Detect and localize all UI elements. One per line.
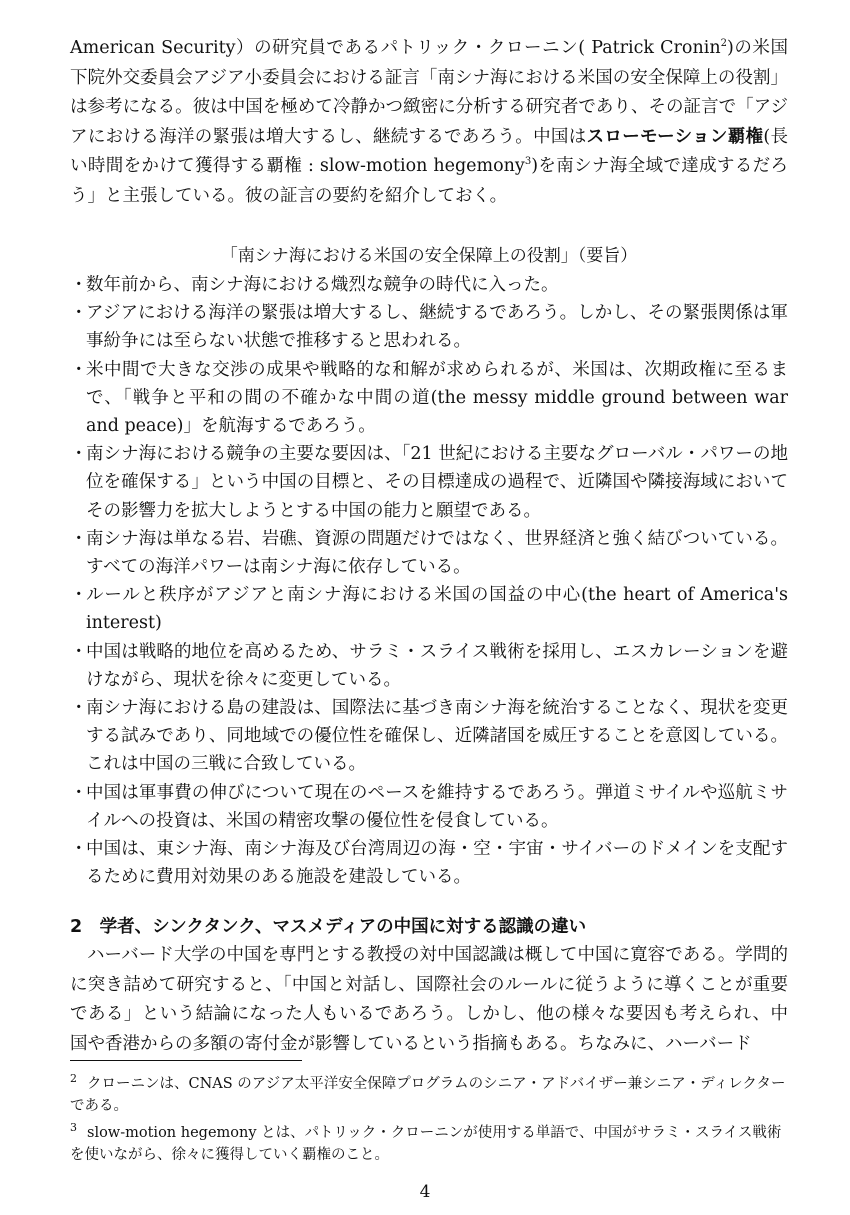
summary-point-text: 中国は、東シナ海、南シナ海及び台湾周辺の海・空・宇宙・サイバーのドメインを支配するために費用対効果のある施設を建設している。 xyxy=(86,839,788,888)
footnote-text: クローニンは、CNAS のアジア太平洋安全保障プログラムのシニア・アドバイザー兼シニア・ディレクターである。 xyxy=(70,1075,786,1114)
summary-list xyxy=(70,271,788,891)
section-body: ハーバード大学の中国を専門とする教授の対中国認識は概して中国に寛容である。学問的に突き詰めて研究すると、「中国と対話し、国際社会のルールに従うように導くことが重要である」という結論になった人もいるであろう。しかし、他の様々な要因も考えられ、中国や香港からの多額の寄付金が影響しているという指摘もある。ちなみに、ハーバード xyxy=(70,945,788,1054)
keyword-slow-motion-hegemony: スローモーション覇権 xyxy=(586,126,764,147)
section-heading: 2 学者、シンクタンク、マスメディアの中国に対する認識の違い xyxy=(70,917,587,938)
summary-point-text: ルールと秩序がアジアと南シナ海における米国の国益の中心(the heart of America's interest) xyxy=(86,585,788,634)
summary-point xyxy=(70,525,788,581)
bullet-mark: ・ xyxy=(70,698,88,719)
footnote-ref-2[interactable]: 2 xyxy=(720,38,727,50)
summary-point-text: 中国は戦略的地位を高めるため、サラミ・スライス戦術を採用し、エスカレーションを避けながら、現状を徐々に変更している。 xyxy=(86,641,788,690)
footnote-3 xyxy=(70,1117,788,1166)
bullet-mark: ・ xyxy=(70,303,88,324)
footnotes xyxy=(70,1068,788,1166)
intro-text-3: (長い時間をかけて獲得する覇権 : slow-motion hegemony xyxy=(70,126,789,176)
summary-point xyxy=(70,638,788,694)
summary-point-text: 中国は軍事費の伸びについて現在のペースを維持するであろう。弾道ミサイルや巡航ミサイルへの投資は、米国の精密攻撃の優位性を侵食している。 xyxy=(86,782,788,831)
footnote-text: slow-motion hegemony とは、パトリック・クローニンが使用する単語で、中国がサラミ・スライス戦術を使いながら、徐々に獲得していく覇権のこと。 xyxy=(70,1124,782,1163)
summary-point-text: 南シナ海における島の建設は、国際法に基づき南シナ海を統治することなく、現状を変更する試みであり、同地域での優位性を確保し、近隣諸国を威圧することを意図している。これは中国の三戦に合致している。 xyxy=(86,698,788,775)
bullet-mark: ・ xyxy=(70,275,88,295)
page-number: 4 xyxy=(419,1182,431,1202)
footnote-divider xyxy=(70,1060,302,1061)
summary-point-text: 南シナ海は単なる岩、岩礁、資源の問題だけではなく、世界経済と強く結びついている。すべての海洋パワーは南シナ海に依存している。 xyxy=(86,528,788,578)
bullet-mark: ・ xyxy=(70,528,88,549)
page-body xyxy=(70,34,788,1059)
bullet-mark: ・ xyxy=(70,641,88,662)
bullet-mark: ・ xyxy=(70,359,88,380)
intro-paragraph xyxy=(70,34,788,211)
bullet-mark: ・ xyxy=(70,444,88,465)
summary-point-text: 米中間で大きな交渉の成果や戦略的な和解が求められるが、米国は、次期政権に至るまで、「戦争と平和の間の不確かな中間の道(the messy middle ground between war and peace)」を航海するであろう。 xyxy=(86,359,788,437)
footnote-number: 3 xyxy=(70,1120,77,1134)
footnote-ref-3[interactable]: 3 xyxy=(524,156,532,168)
summary-point xyxy=(70,779,788,835)
summary-title: 「南シナ海における米国の安全保障上の役割」（要旨） xyxy=(220,246,638,266)
bullet-mark: ・ xyxy=(70,782,88,803)
footnote-number: 2 xyxy=(70,1072,77,1085)
summary-point xyxy=(70,440,788,525)
summary-point xyxy=(70,356,788,441)
summary-point xyxy=(70,271,788,299)
summary-point xyxy=(70,694,788,779)
summary-point xyxy=(70,581,788,637)
intro-text-1: American Security）の研究員であるパトリック・クローニン( Patrick Cronin xyxy=(70,38,721,58)
intro-text-4: )を南シナ海全域で達成するだろう」と主張している。彼の証言の要約を紹介しておく。 xyxy=(70,156,788,206)
intro-text-2: )の米国下院外交委員会アジア小委員会における証言「南シナ海における米国の安全保障上の役割」は参考になる。彼は中国を極めて冷静かつ緻密に分析する研究者であり、その証言で「アジアにおける海洋の緊張は増大するし、継続するであろう。中国は xyxy=(70,38,789,147)
summary-point-text: アジアにおける海洋の緊張は増大するし、継続するであろう。しかし、その緊張関係は軍事紛争には至らない状態で推移すると思われる。 xyxy=(86,303,788,352)
bullet-mark: ・ xyxy=(70,585,88,606)
summary-point-text: 数年前から、南シナ海における熾烈な競争の時代に入った。 xyxy=(86,275,559,295)
summary-point xyxy=(70,835,788,891)
bullet-mark: ・ xyxy=(70,839,88,860)
summary-point xyxy=(70,299,788,355)
footnote-2 xyxy=(70,1068,788,1117)
summary-point-text: 南シナ海における競争の主要な要因は、「21 世紀における主要なグローバル・パワーの地位を確保する」という中国の目標と、その目標達成の過程で、近隣国や隣接海域においてその影響力を拡大しようとする中国の能力と願望である。 xyxy=(86,444,788,521)
